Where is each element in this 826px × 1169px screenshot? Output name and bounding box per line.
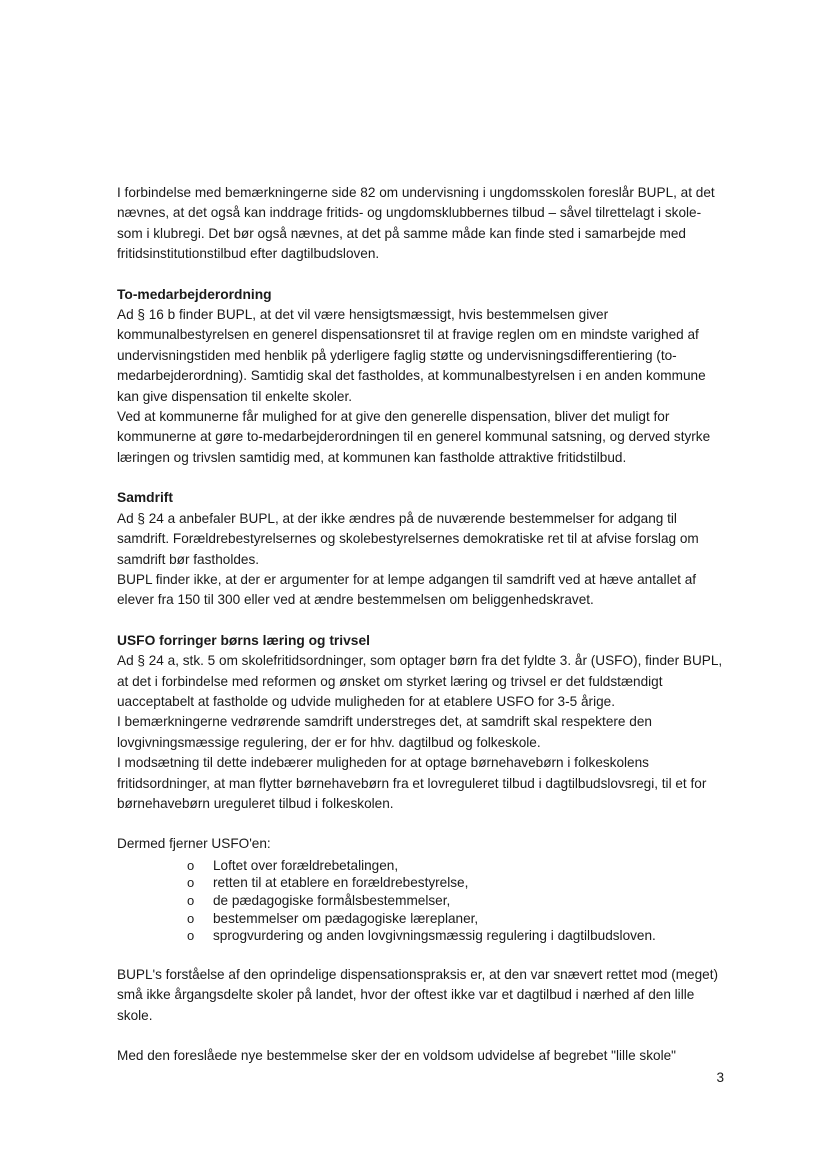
circle-bullet-icon: o (187, 892, 195, 908)
list-item: o bestemmelser om pædagogiske læreplaner, (187, 910, 479, 926)
intro-paragraph: I forbindelse med bemærkningerne side 82 om undervisning i ungdomsskolen foreslår BUPL, at det nævnes, at det også kan inddrage fritids- og ungdomsklubbernes tilbud – såvel tilrettelagt i skole- som i klubregi. Det bør også nævnes, at det på samme måde kan finde sted i samarbejde med fritidsinstitutionstilbud efter dagtilbudsloven. (117, 185, 715, 262)
paragraph: Ved at kommunerne får mulighed for at give den generelle dispensation, bliver det muligt for kommunerne at gøre to-medarbejderordningen til en generel kommunal satsning, og derved styrke læringen og trivslen samtidig med, at kommunen kan fastholde attraktive fritidstilbud. (117, 409, 711, 465)
section-usfo (117, 631, 723, 815)
page-number: 3 (716, 1070, 724, 1085)
paragraph: I bemærkningerne vedrørende samdrift understreges det, at samdrift skal respektere den lovgivningsmæssige regulering, der er for hhv. dagtilbud og folkeskole. (117, 714, 652, 750)
list-item: o de pædagogiske formålsbestemmelser, (187, 892, 451, 908)
closing-paragraph: BUPL's forståelse af den oprindelige dispensationspraksis er, at den var snævert rettet mod (meget) små ikke årgangsdelte skoler på landet, hvor der oftest ikke var et dagtilbud i nærhed af den lille skole. (117, 966, 719, 1023)
section-samdrift (117, 488, 723, 610)
section-to-medarbejderordning (117, 285, 723, 469)
paragraph: Ad § 24 a anbefaler BUPL, at der ikke ændres på de nuværende bestemmelser for adgang til samdrift. Forældrebestyrelsernes og skolebestyrelsernes demokratiske ret til at afvise forslag om samdrift bør fastholdes. (117, 510, 699, 567)
bullet-list (117, 857, 723, 945)
paragraph: I modsætning til dette indebærer muligheden for at optage børnehavebørn i folkeskolens fritidsordninger, at man flytter børnehavebørn fra et lovreguleret tilbud i dagtilbudslovsregi, til et for børnehavebørn ureguleret tilbud i folkeskolen. (117, 755, 707, 811)
closing-paragraph-continued: Med den foreslåede nye bestemmelse sker der en voldsom udvidelse af begrebet "lille skole" (117, 1047, 676, 1063)
list-intro: Dermed fjerner USFO'en: (117, 836, 271, 852)
circle-bullet-icon: o (187, 875, 195, 891)
paragraph: Ad § 24 a, stk. 5 om skolefritidsordninger, som optager børn fra det fyldte 3. år (USFO), finder BUPL, at det i forbindelse med reformen og ønsket om styrket læring og trivsel er det fuldstændigt uacceptabelt at fastholde og udvide muligheden for at etablere USFO for 3-5 årige. (117, 653, 723, 709)
page-body (117, 183, 723, 1066)
paragraph: BUPL finder ikke, at der er argumenter for at lempe adgangen til samdrift ved at hæve antallet af elever fra 150 til 300 eller ved at ændre bestemmelsen om beliggenhedskravet. (117, 571, 697, 608)
section-heading: Samdrift (117, 490, 173, 506)
circle-bullet-icon: o (187, 910, 195, 926)
list-item: o retten til at etablere en forældrebestyrelse, (187, 875, 469, 891)
circle-bullet-icon: o (187, 928, 195, 944)
list-item: o Loftet over forældrebetalingen, (187, 857, 399, 873)
list-item: o sprogvurdering og anden lovgivningsmæssig regulering i dagtilbudsloven. (187, 928, 656, 944)
paragraph: Ad § 16 b finder BUPL, at det vil være hensigtsmæssigt, hvis bestemmelsen giver kommunalbestyrelsen en generel dispensationsret til at fravige reglen om en mindste varighed af undervisningstiden med henblik på yderligere faglig støtte og undervisningsdifferentiering (to-medarbejderordning). Samtidig skal det fastholdes, at kommunalbestyrelsen i en anden kommune kan give dispensation til enkelte skoler. (117, 307, 706, 404)
circle-bullet-icon: o (187, 857, 195, 873)
section-heading: To-medarbejderordning (117, 286, 272, 302)
section-heading: USFO forringer børns læring og trivsel (117, 632, 370, 648)
